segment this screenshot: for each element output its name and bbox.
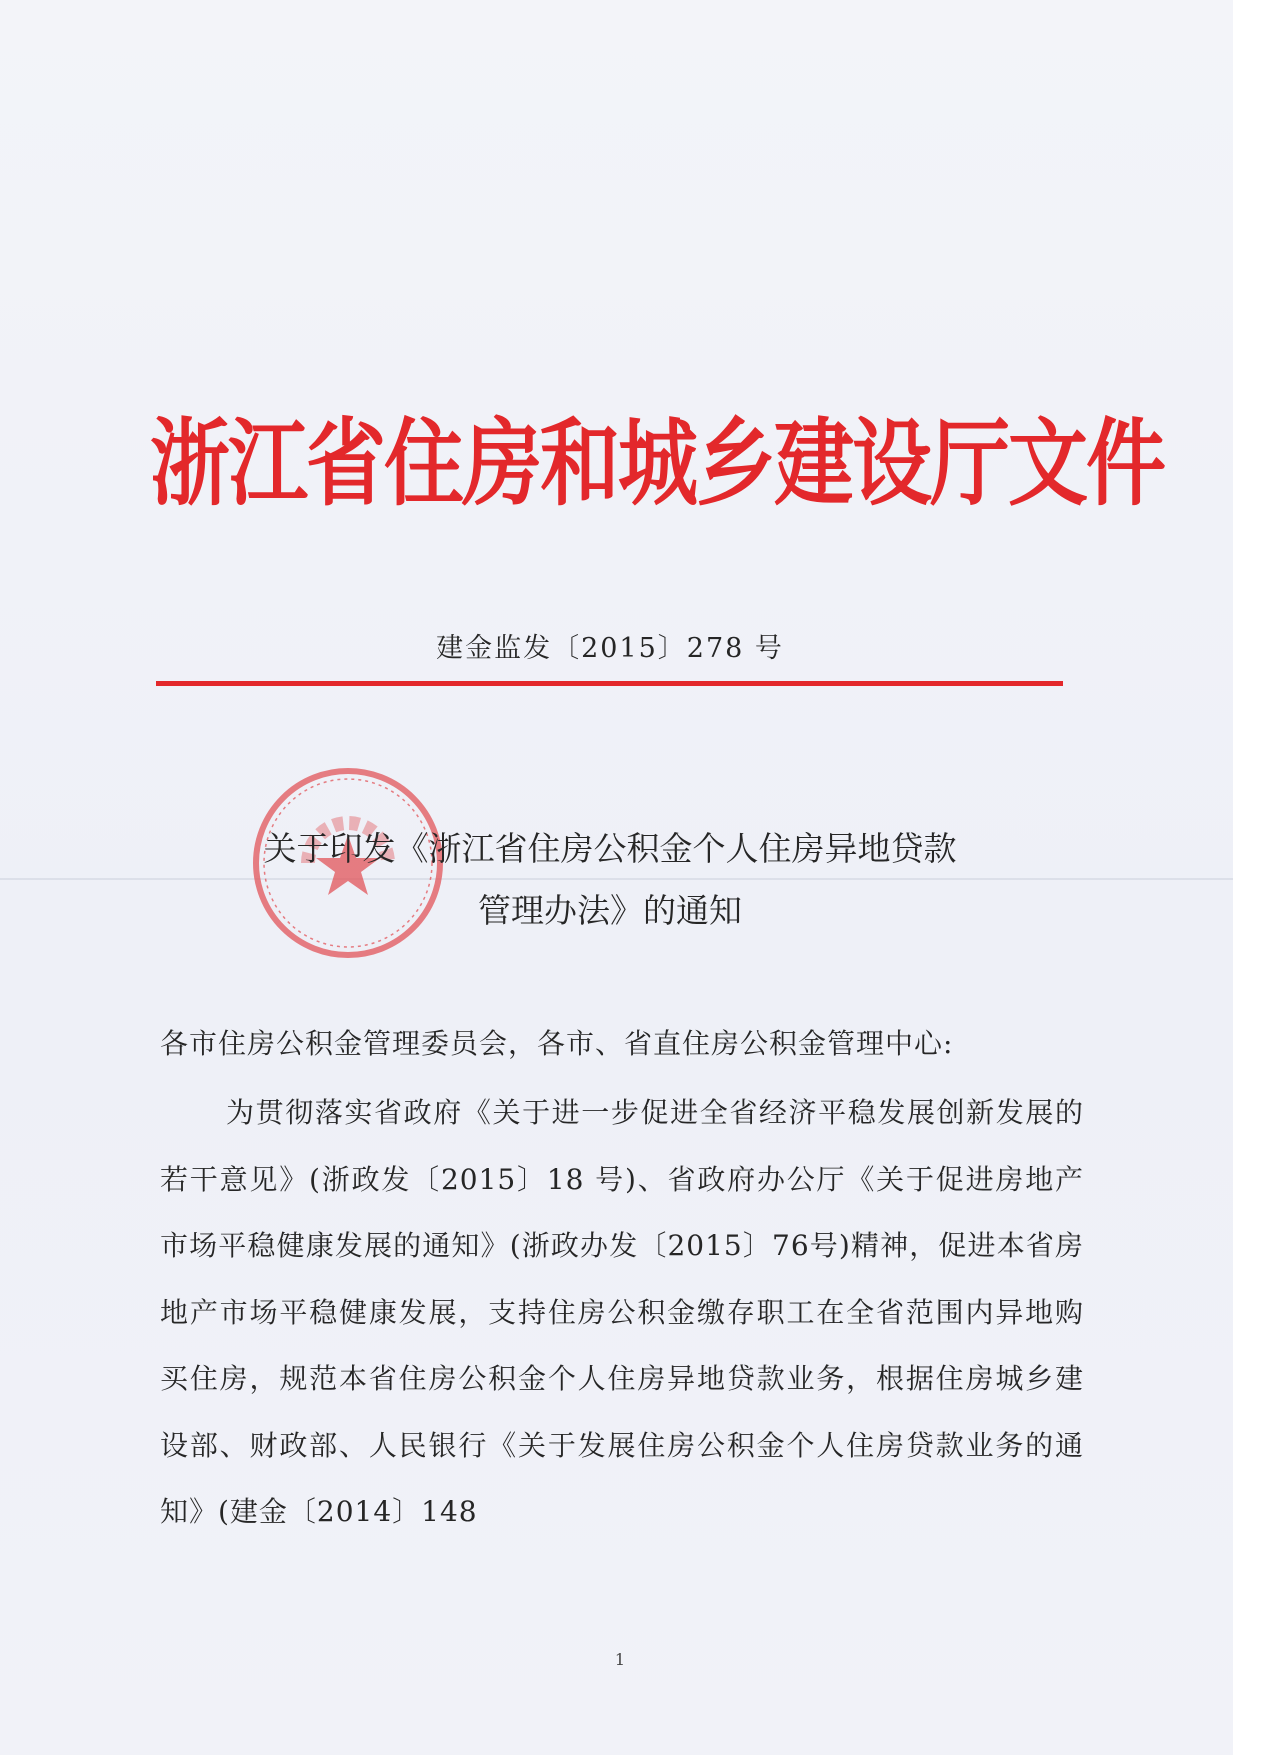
body-paragraph: 为贯彻落实省政府《关于进一步促进全省经济平稳发展创新发展的若干意见》(浙政发〔2015〕18 号)、省政府办公厅《关于促进房地产市场平稳健康发展的通知》(浙政办发〔2015〕76号)精神，促进本省房地产市场平稳健康发展，支持住房公积金缴存职工在全省范围内异地购买住房，规范本省住房公积金个人住房异地贷款业务，根据住房城乡建设部、财政部、人民银行《关于发展住房公积金个人住房贷款业务的通知》(建金〔2014〕148 [160,1096,1084,1528]
notice-title-line-1: 关于印发《浙江省住房公积金个人住房异地贷款 [263,829,957,868]
page-number: 1 [614,1650,626,1669]
notice-title-line-2: 管理办法》的通知 [478,891,742,930]
notice-title [150,818,1070,942]
document-number: 建金监发〔2015〕278 号 [436,633,784,664]
header-red-rule [156,681,1063,686]
scan-margin [1233,0,1275,1755]
document-header-title: 浙江省住房和城乡建设厅文件 [150,408,1164,519]
salutation: 各市住房公积金管理委员会，各市、省直住房公积金管理中心: [160,1027,954,1060]
